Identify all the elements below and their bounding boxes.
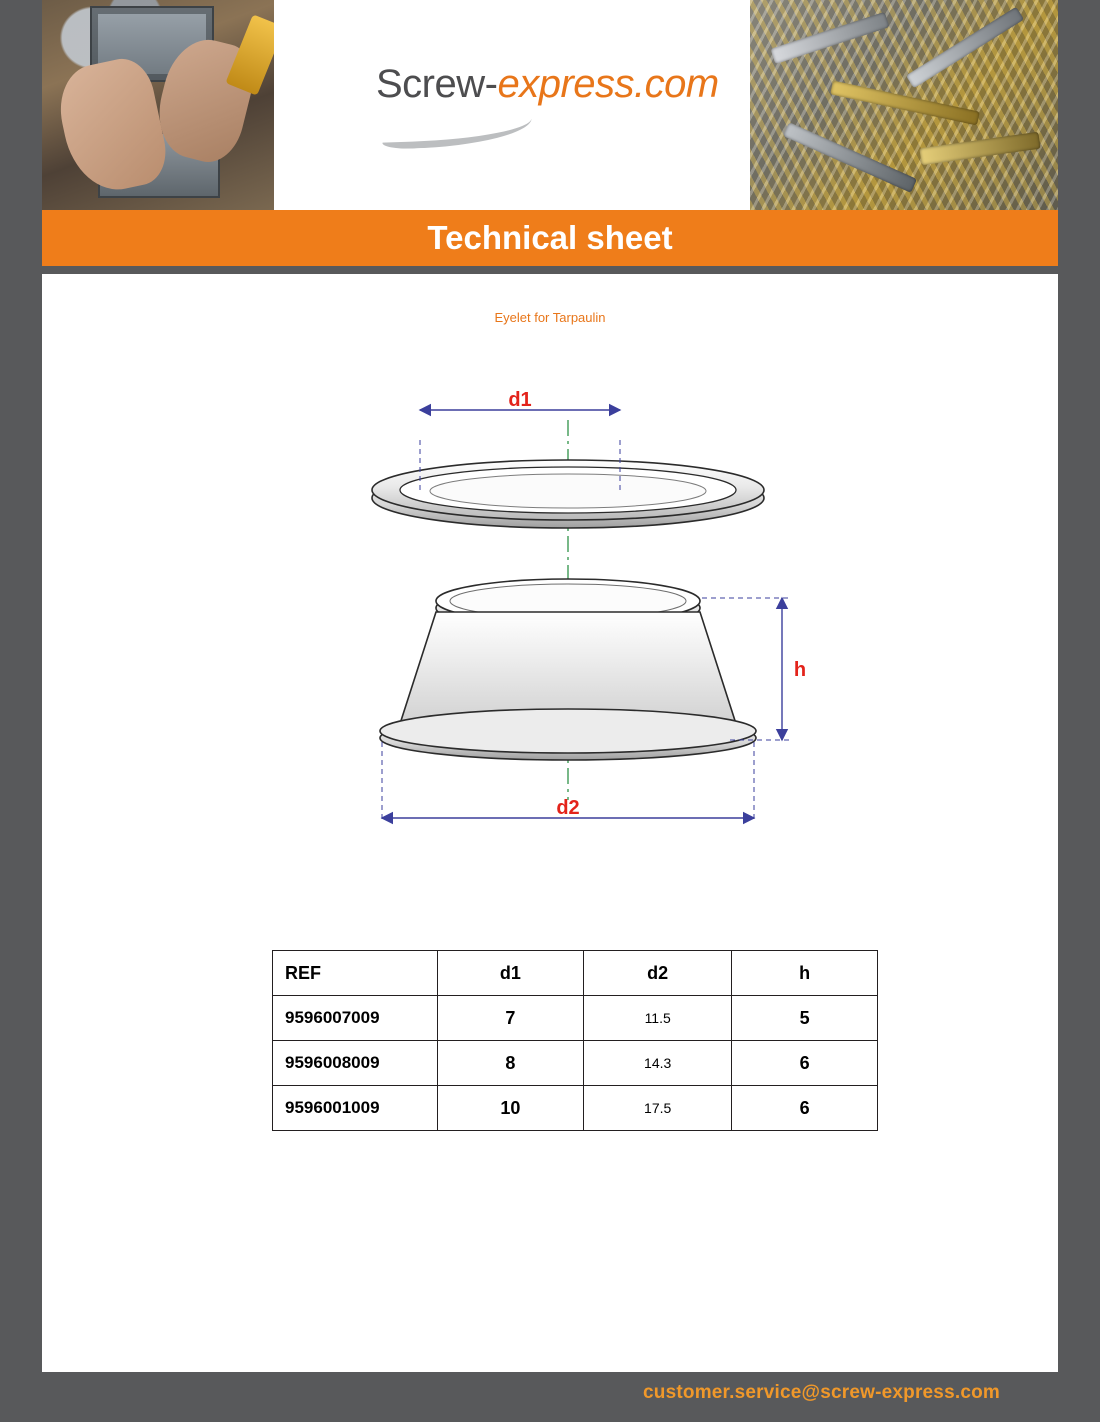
svg-text:d2: d2 (556, 797, 580, 819)
technical-drawing (330, 390, 870, 860)
svg-text:h: h (793, 659, 807, 681)
footer-white-strip (42, 1352, 1058, 1372)
table-header-d1: d1 (437, 951, 583, 996)
left-margin-bar (0, 0, 42, 1422)
specification-table (272, 950, 878, 1131)
cell-h: 6 (732, 1086, 878, 1131)
cell-d1: 10 (437, 1086, 583, 1131)
cell-ref: 9596008009 (273, 1041, 438, 1086)
cell-ref: 9596007009 (273, 996, 438, 1041)
cell-d2: 11.5 (583, 996, 731, 1041)
table-row (273, 1086, 878, 1131)
table-header-ref: REF (273, 951, 438, 996)
page-header (42, 0, 1058, 210)
title-band (42, 210, 1058, 266)
table-row (273, 1041, 878, 1086)
washer-ring (372, 460, 764, 528)
table-header-row (273, 951, 878, 996)
title-band-underline (42, 266, 1058, 274)
page-title: Technical sheet (427, 219, 673, 256)
right-margin-bar (1058, 0, 1100, 1422)
cell-d1: 7 (437, 996, 583, 1041)
brand-logo-swoosh (381, 111, 532, 149)
cell-d2: 17.5 (583, 1086, 731, 1131)
cell-d1: 8 (437, 1041, 583, 1086)
brand-logo-text (376, 62, 736, 107)
cell-h: 5 (732, 996, 878, 1041)
svg-text:d1: d1 (508, 390, 532, 411)
cell-ref: 9596001009 (273, 1086, 438, 1131)
cell-d2: 14.3 (583, 1041, 731, 1086)
table-row (273, 996, 878, 1041)
header-photo-workbench (42, 0, 274, 210)
eyelet-body (380, 579, 756, 760)
brand-logo (376, 62, 736, 146)
header-photo-screws (750, 0, 1058, 210)
table-header-d2: d2 (583, 951, 731, 996)
product-caption: Eyelet for Tarpaulin (494, 310, 606, 325)
footer-contact-email: customer.service@screw-express.com (643, 1382, 1000, 1403)
cell-h: 6 (732, 1041, 878, 1086)
brand-logo-tld: .com (634, 62, 719, 106)
eyelet-drawing-svg (330, 390, 870, 860)
brand-logo-main: Screw- (376, 62, 498, 106)
table-header-h: h (732, 951, 878, 996)
brand-logo-accent: express (497, 62, 635, 106)
